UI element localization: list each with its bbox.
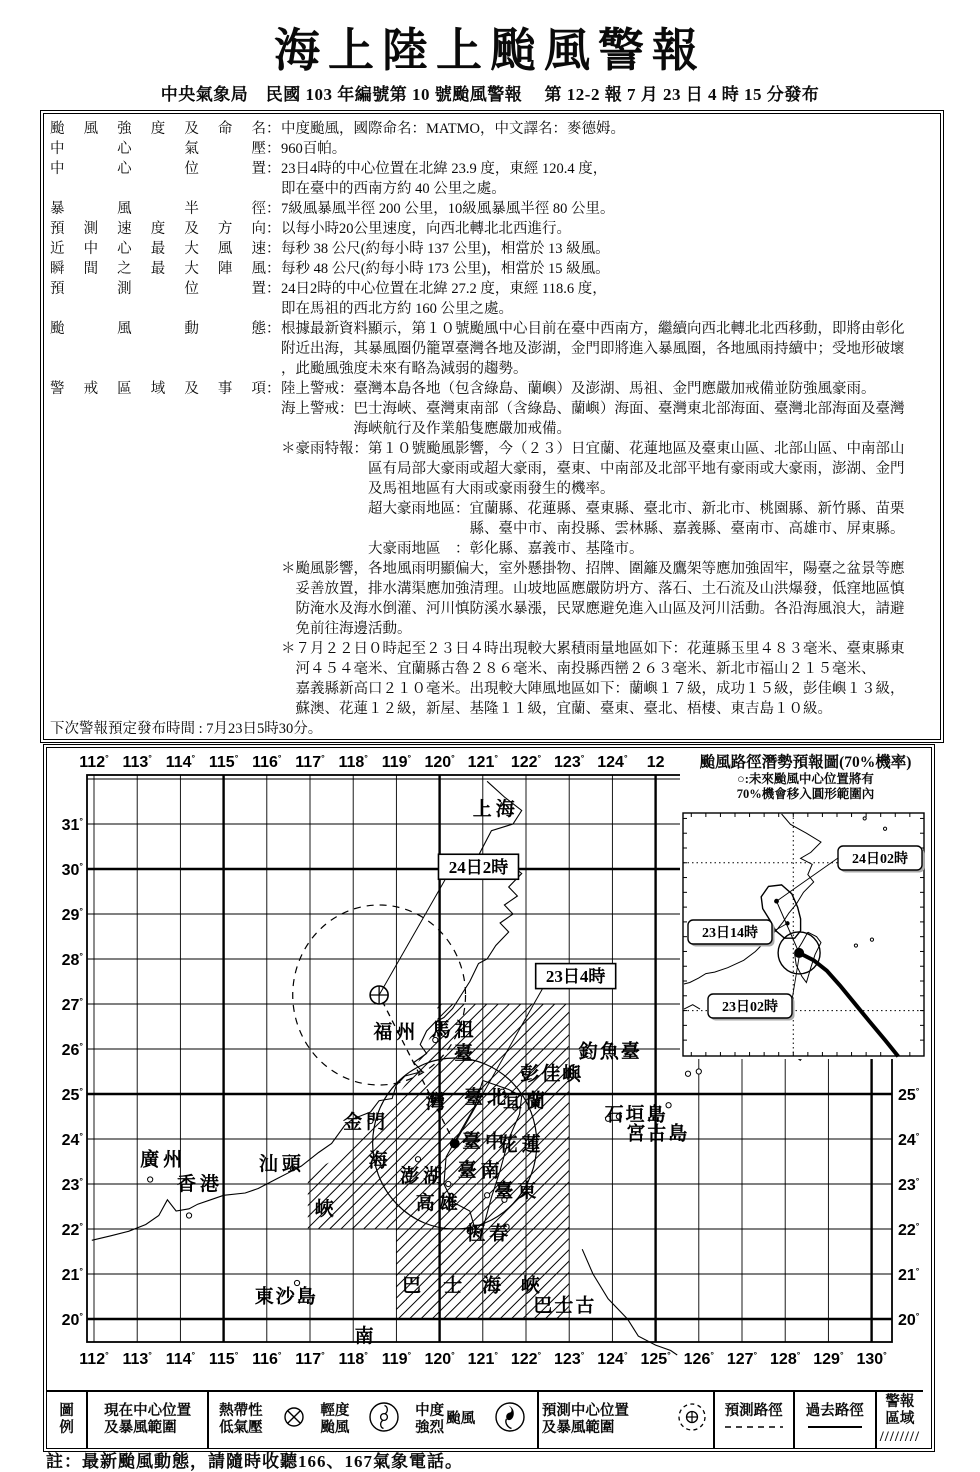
bulletin-line: 嘉義縣新高口２１０毫米。出現較大陣風地區如下：蘭嶼１７級，成功１５級，彭佳嶼１３級， (281, 681, 905, 697)
bulletin-field-content (281, 139, 934, 159)
bulletin-field-colon: ： (266, 281, 281, 297)
bulletin-field-label: 中心氣壓 (50, 141, 266, 157)
bulletin-field (50, 379, 934, 719)
map-axis-label: 114° (165, 1350, 196, 1368)
bulletin-line: 根據最新資料顯示，第１０號颱風中心目前在臺中西南方，繼續向西北轉北北西移動，即將由彰化 (281, 321, 905, 337)
tropical-depression-icon (281, 1404, 307, 1435)
map-place-label: 廣州 (140, 1149, 187, 1171)
bulletin-line: 河４５４毫米、宜蘭縣古魯２８６毫米、南投縣西巒２６３毫米、新北市福山２１５毫米、 (281, 661, 876, 677)
inset-title: 颱風路徑潛勢預報圖(70%機率) (699, 754, 912, 771)
map-axis-label: 26° (61, 1041, 83, 1059)
inset-map (680, 812, 931, 1059)
map-axis-label: 29° (61, 906, 83, 924)
map-axis-label: 25° (61, 1086, 83, 1104)
bulletin-line: ＊颱風影響，各地風雨明顯偏大，室外懸掛物、招牌、圍籬及鷹架等應加強固牢，陽臺之盆景等應 (281, 561, 905, 577)
bulletin-field (50, 119, 934, 139)
bulletin-line: 妥善放置，排水溝渠應加強清理。山坡地區應嚴防坍方、落石、土石流及山洪爆發，低窪地區慎 (281, 581, 905, 597)
bulletin-field-content (281, 119, 934, 139)
map-time-label (536, 964, 616, 989)
bulletin-field-content (281, 259, 934, 279)
hatch-icon: //////// (879, 1428, 920, 1445)
page-title: 海上陸上颱風警報 (274, 25, 706, 76)
bulletin-line: 大豪雨地區 ：彰化縣、嘉義市、基隆市。 (281, 541, 644, 557)
bulletin-field (50, 199, 934, 219)
inset-subtitle-1: ○:未來颱風中心位置將有 (737, 772, 874, 786)
map-axis-label: 113° (122, 753, 152, 771)
bulletin-field (50, 219, 934, 239)
map-axis-label: 114° (165, 753, 196, 771)
legend-heading: 圖 例 (47, 1392, 88, 1448)
inset-mid-forecast-dot (785, 921, 789, 925)
bulletin-line: 每秒 38 公尺(約每小時 137 公里)，相當於 13 級風。 (281, 241, 610, 257)
bulletin-line: ＊豪雨特報：第１０號颱風影響，今（２３）日宜蘭、花蓮地區及臺東山區、北部山區、中南部山 (281, 441, 905, 457)
map-place-label: 臺南 (457, 1160, 504, 1182)
bulletin-field-colon: ： (266, 121, 281, 137)
solid-line-icon (804, 1422, 866, 1432)
bulletin-line: 蘇澳、花蓮１２級，新屋、基隆１１級，宜蘭、臺東、臺北、梧棲、東吉島１０級。 (281, 701, 832, 717)
map-axis-label: 122° (510, 1350, 542, 1368)
svg-text:23日4時: 23日4時 (545, 967, 606, 987)
bulletin-field-content (281, 199, 934, 219)
legend-past-path: 過去路徑 (795, 1392, 877, 1448)
map-place-label: 巴 (402, 1275, 426, 1297)
bulletin-line: 即在馬祖的西北方約 160 公里之處。 (281, 301, 513, 317)
bulletin-field-colon: ： (266, 381, 281, 397)
map-axis-label: 120° (424, 753, 455, 771)
bulletin-field-colon: ： (266, 201, 281, 217)
map-place-label: 海 (482, 1275, 506, 1297)
bulletin-line: 24日2時的中心位置在北緯 27.2 度，東經 118.6 度， (281, 281, 607, 297)
map-axis-label: 115° (208, 1350, 239, 1368)
bulletin-field-colon: ： (266, 241, 281, 257)
light-typhoon-icon (367, 1400, 401, 1439)
bulletin-field-colon: ： (266, 141, 281, 157)
next-report-time: 下次警報預定發布時間 : 7月23日5時30分。 (50, 721, 323, 737)
map-axis-label: 130° (856, 1350, 887, 1368)
map-place-label: 海 (368, 1150, 392, 1172)
bulletin-field-label: 近中心最大風速 (50, 241, 266, 257)
map-place-label: 士 (443, 1275, 467, 1297)
bulletin-line: 附近出海，其暴風圈仍籠罩臺灣各地及澎湖，金門即將進入暴風圈，各地風雨持續中；受地形破壞 (281, 341, 905, 357)
legend-forecast-path: 預測路徑 (715, 1392, 795, 1448)
bulletin-line: 海峽航行及作業船隻應嚴加戒備。 (281, 421, 571, 437)
bulletin-field-colon: ： (266, 221, 281, 237)
map-place-label: 灣 (425, 1092, 449, 1114)
map-axis-label: 23° (61, 1176, 83, 1194)
map-axis-label: 122° (510, 753, 542, 771)
map-place-label: 臺東 (494, 1180, 541, 1202)
map-place-label: 臺 (454, 1043, 478, 1065)
map-axis-label: 20° (898, 1311, 920, 1329)
bulletin-field (50, 239, 934, 259)
svg-text:23日14時: 23日14時 (702, 926, 758, 941)
bulletin-fields (50, 119, 934, 719)
bulletin-field-content (281, 219, 934, 239)
map-axis-label: 124° (597, 1350, 628, 1368)
bulletin-field (50, 319, 934, 379)
bulletin-line: 中度颱風，國際命名：MATMO，中文譯名：麥德姆。 (281, 121, 625, 137)
map-axis-label: 31° (61, 816, 83, 834)
legend-storm-types: 熱帶性 低氣壓 輕度 颱風 中度 強烈 颱風 (209, 1392, 539, 1448)
map-axis-label: 115° (208, 753, 239, 771)
legend-forecast-position: 預測中心位置 及暴風範圍 (539, 1392, 715, 1448)
svg-text:23日02時: 23日02時 (722, 1000, 778, 1015)
dashed-line-icon (723, 1422, 785, 1432)
map-axis-label: 24° (61, 1131, 83, 1149)
bulletin-field-label: 颱風動態 (50, 321, 266, 337)
medium-severe-typhoon-icon (493, 1400, 527, 1439)
map-axis-label: 21° (61, 1266, 83, 1284)
bulletin-field-content (281, 319, 934, 379)
map-place-label: 石垣島 (604, 1104, 668, 1126)
map-axis-label: 28° (61, 951, 83, 969)
inset-time-label (688, 920, 775, 947)
map-time-label (438, 854, 518, 879)
map-axis-label: 119° (381, 1350, 412, 1368)
bulletin-line: 23日4時的中心位置在北緯 23.9 度，東經 120.4 度， (281, 161, 608, 177)
forecast-position-icon (674, 1399, 710, 1440)
bulletin-line: 每秒 48 公尺(約每小時 173 公里)，相當於 15 級風。 (281, 261, 610, 277)
map-place-label: 宜蘭 (502, 1090, 550, 1112)
map-axis-label: 112° (79, 1350, 109, 1368)
map-axis-label: 113° (122, 1350, 152, 1368)
map-place-label: 巴士古 (533, 1295, 597, 1317)
map-axis-label: 112° (79, 753, 109, 771)
map-axis-label: 24° (898, 1131, 920, 1149)
bulletin-line: 縣、臺中市、南投縣、雲林縣、嘉義縣、臺南市、高雄市、屏東縣。 (281, 521, 905, 537)
bulletin-line: 以每小時20公里速度，向西北轉北北西進行。 (281, 221, 571, 237)
bulletin-line: 區有局部大豪雨或超大豪雨，臺東、中南部及北部平地有豪雨或大豪雨，澎湖、金門 (281, 461, 905, 477)
map-place-label: 馬祖 (431, 1020, 478, 1042)
bulletin-line: 防淹水及海水倒灌、河川慎防溪水暴漲，民眾應避免進入山區及河川活動。各沿海風浪大，請避 (281, 601, 905, 617)
bulletin-line: 及馬祖地區有大雨或豪雨發生的機率。 (281, 481, 615, 497)
map-axis-label: 30° (61, 861, 83, 879)
map-place-label: 香港 (176, 1174, 223, 1195)
bulletin-line: ，此颱風強度未來有略為減弱的趨勢。 (281, 361, 528, 377)
map-axis-label: 27° (61, 996, 83, 1014)
map-axis-label: 124° (597, 753, 628, 771)
warning-text-box (40, 110, 944, 743)
map-axis-label: 12 (646, 754, 665, 771)
map-place-label: 峽 (314, 1198, 338, 1220)
typhoon-map-figure (43, 744, 935, 1452)
inset-current-dot (794, 948, 804, 958)
map-place-label: 澎湖 (400, 1165, 447, 1187)
map-place-label: 高雄 (415, 1192, 462, 1214)
bulletin-field-label: 中心位置 (50, 161, 266, 177)
map-place-label: 臺北 (464, 1087, 511, 1109)
map-place-label: 臺中 (461, 1131, 508, 1153)
map-place-label: 峽 (520, 1275, 544, 1297)
map-place-label: 花蓮 (498, 1134, 545, 1156)
bulletin-line: 即在臺中的西南方約 40 公里之處。 (281, 181, 506, 197)
bulletin-field-colon: ： (266, 161, 281, 177)
bulletin-line: 免前往海邊活動。 (281, 621, 412, 637)
bulletin-line: 960百帕。 (281, 141, 347, 157)
map-place-label: 宮古島 (626, 1123, 690, 1145)
map-axis-label: 20° (61, 1311, 83, 1329)
map-axis-label: 121° (467, 753, 498, 771)
map-axis-label: 117° (295, 753, 325, 771)
map-axis-label: 126° (683, 1350, 714, 1368)
map-axis-label: 128° (770, 1350, 801, 1368)
map-legend (47, 1390, 923, 1448)
svg-text:24日2時: 24日2時 (448, 857, 509, 877)
bulletin-field-label: 暴風半徑 (50, 201, 266, 217)
bulletin-header-line: 中央氣象局 民國 103 年編號第 10 號颱風警報 第 12-2 報 7 月 23 日 4 時 15 分發布 (160, 85, 820, 104)
bulletin-field-content (281, 279, 934, 319)
bulletin-field-label: 預測速度及方向 (50, 221, 266, 237)
track-forecast-inset (680, 748, 931, 1059)
bulletin-line: 7級風暴風半徑 200 公里，10級風暴風半徑 80 公里。 (281, 201, 615, 217)
map-place-label: 上海 (472, 799, 519, 821)
map-place-label: 汕頭 (258, 1153, 305, 1175)
bulletin-field-content (281, 239, 934, 259)
map-axis-label: 123° (554, 753, 585, 771)
map-axis-label: 22° (61, 1221, 83, 1239)
bulletin-field-label: 預測位置 (50, 281, 266, 297)
svg-text:24日02時: 24日02時 (852, 852, 908, 867)
bulletin-field-content (281, 159, 934, 199)
map-axis-label: 22° (898, 1221, 920, 1239)
map-axis-label: 119° (381, 753, 412, 771)
bulletin-field (50, 139, 934, 159)
bulletin-line: 陸上警戒：臺灣本島各地（包含綠島、蘭嶼）及澎湖、馬祖、金門應嚴加戒備並防強風豪雨。 (281, 381, 876, 397)
map-place-label: 福州 (373, 1021, 420, 1043)
inset-time-label (708, 994, 795, 1021)
map-axis-label: 25° (898, 1086, 920, 1104)
inset-subtitle-2: 70%機會移入圓形範圍內 (736, 787, 875, 801)
bulletin-field-content (281, 379, 934, 719)
bulletin-line: 海上警戒：巴士海峽、臺灣東南部（含綠島、蘭嶼）海面、臺灣東北部海面、臺灣北部海面及臺灣 (281, 401, 905, 417)
map-axis-label: 125° (640, 1350, 671, 1368)
map-axis-label: 117° (295, 1350, 325, 1368)
bulletin-line: ＊７月２２日０時起至２３日４時出現較大累積雨量地區如下：花蓮縣玉里４８３毫米、臺東縣東 (281, 641, 905, 657)
legend-warning-area: 警報區域 //////// (879, 1393, 920, 1445)
bulletin-field (50, 279, 934, 319)
map-axis-label: 120° (424, 1350, 455, 1368)
map-place-label: 恆春 (466, 1223, 513, 1245)
map-axis-label: 118° (338, 753, 368, 771)
map-place-label: 釣魚臺 (578, 1041, 642, 1063)
map-place-label: 彭佳嶼 (520, 1063, 584, 1085)
bulletin-field (50, 259, 934, 279)
map-axis-label: 127° (726, 1350, 758, 1368)
map-axis-label: 121° (467, 1350, 498, 1368)
bulletin-field-colon: ： (266, 261, 281, 277)
map-axis-label: 21° (898, 1266, 920, 1284)
bulletin-field-label: 瞬間之最大陣風 (50, 261, 266, 277)
map-axis-label: 123° (554, 1350, 585, 1368)
inset-time-label (838, 846, 925, 873)
footnote: 註：最新颱風動態，請隨時收聽166、167氣象電話。 (46, 1452, 463, 1471)
legend-current-position: 現在中心位置 及暴風範圍 (88, 1392, 209, 1448)
bulletin-field-label: 颱風強度及命名 (50, 121, 266, 137)
map-place-label: 東沙島 (254, 1286, 318, 1308)
map-place-label: 金門 (343, 1111, 390, 1133)
bulletin-field (50, 159, 934, 199)
map-axis-label: 23° (898, 1176, 920, 1194)
map-axis-label: 129° (813, 1350, 844, 1368)
map-axis-label: 116° (252, 753, 282, 771)
map-place-label: 南 (354, 1326, 378, 1348)
bulletin-field-label: 警戒區域及事項 (50, 381, 266, 397)
bulletin-field-colon: ： (266, 321, 281, 337)
map-axis-label: 118° (338, 1350, 368, 1368)
map-axis-label: 116° (252, 1350, 282, 1368)
bulletin-line: 超大豪雨地區：宜蘭縣、花蓮縣、臺東縣、臺北市、新北市、桃園縣、新竹縣、苗栗 (281, 501, 905, 517)
